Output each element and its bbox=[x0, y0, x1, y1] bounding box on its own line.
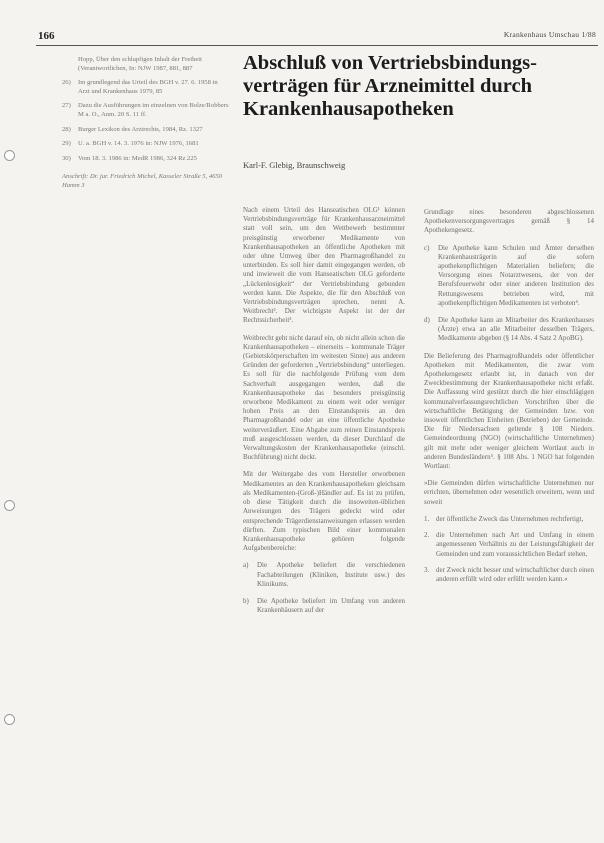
footnote: Hopp, Über den schlupfigen Inhalt der Freiheit (Verantwortlichen, In: NJW 1987, 881, 887 bbox=[78, 56, 202, 72]
list-item: 3. der Zweck nicht besser und wirtschaftlicher durch einen anderen erfüllt wird oder erfüllt werden kann.« bbox=[424, 565, 594, 583]
list-item: 2. die Unternehmen nach Art und Umfang in einem angemessenen Verhältnis zu der Leistungsfähigkeit der Gemeinden und zum voraussichtlichen Bedarf stehen, bbox=[424, 531, 594, 558]
footnotes bbox=[62, 56, 230, 191]
binder-hole bbox=[4, 500, 15, 511]
footnote: 29) U. a. BGH v. 14. 3. 1976 in: NJW 1976, 1681 bbox=[62, 140, 199, 148]
list-item: d) Die Apotheke kann an Mitarbeiter des Krankenhauses (Ärzte) etwa an alle Mitarbeiter desselben Trägers, Medikamente abgeben (§ 14 Abs. 4 Satz 2 ApoBG). bbox=[424, 316, 594, 343]
body-paragraph: Die Belieferung des Pharmagroßhandels oder öffentlicher Apotheken mit Medikamenten, die zwar vom Apothekengesetz erlaubt ist, in danach von der Zweckbestimmung der Krankenhausapotheke nicht erfaßt. Die Auffassung wird gestützt durch die hier einschlägigen kommunalverfassungsrechtlichen Vorschriften über die wirtschaftliche Betätigung der Gemeinden bzw. von insoweit öffentlichen Einheiten (Betrieben) der Gemeinde. Die für Niedersachsen geltende § 108 Nieders. Gemeindeordnung (NGO) (wirtschaftliche Unternehmen) gilt mit mehr oder weniger gleichem Wortlaut auch in anderen Bundesländern⁵. § 108 Abs. 1 NGO hat folgenden Wortlaut: bbox=[424, 351, 594, 471]
list-item: 1. der öffentliche Zweck das Unternehmen rechtfertigt, bbox=[424, 514, 584, 523]
footnote: 28) Burger Lexikon des Arztrechts, 1984, Rz. 1327 bbox=[62, 125, 203, 133]
body-paragraph: Mit der Weitergabe des vom Hersteller erworbenen Medikamentes an den Krankenhausapotheken gleichsam als Medikamenten-(Groß-)Händler auf. Es ist zu prüfen, ob diese Tätigkeit durch die insoweiten-üblichen Anweisungen des Trägers gedeckt wird oder entsprechende Trägerdienstanweisungen erlassen werden dürften. Zum typischen Bild einer kommunalen Krankenhausapotheke gehören folgende Aufgabenbereiche: bbox=[243, 470, 405, 553]
footnote: 27) Dazu die Ausführungen im einzelnen von Bolze/Robbers M a. O., Anm. 20 S. 11 ff. bbox=[62, 102, 229, 118]
body-paragraph: Grundlage eines besonderen abgeschlossenen Apothekenversorgungsvertrages gemäß § 14 Apothekengesetz. bbox=[424, 208, 594, 235]
page-number: 166 bbox=[38, 30, 55, 42]
list-item: c) Die Apotheke kann Schulen und Ämter derselben Krankenhausträgerin auf die sofern apothekenpflichtigen Materialien beliefern; die Versorgung eines Notarztwesens, der von der Berufsfeuerwehr oder einer anderen Institution des Rettungswesens betrieben wird, mit apothekenpflichtigen Medikamenten ist verboten⁴. bbox=[424, 243, 594, 307]
body-paragraph: Weitbrecht geht nicht darauf ein, ob nicht allein schon die Krankenhausapotheken – einerseits – kommunale Träger (Gebietskörperschaften im weitesten Sinne) aus anderen Gründen der geforderten „Vertriebsbindung“ unterliegen. Es soll für die nachfolgende Prüfung vom dem Sachverhalt ausgegangen werden, daß die Krankenhausapotheke das besonders preisgünstig erworbene Medikament zu einem weit oder weniger hohen Preis an den Einstandspreis an den Pharmagroßhandel oder an eine öffentliche Apotheke weiterveräußert. Eine Abgabe zum reinen Einstandspreis muß ausgeschlossen werden, da dieser Durchlauf die Verwaltungskosten der Krankenhausapotheke (einschl. Buchführung) nicht deckt. bbox=[243, 333, 405, 462]
running-head: Krankenhaus Umschau 1/88 bbox=[503, 30, 596, 39]
body-column-middle bbox=[243, 206, 405, 623]
footnote: 30) Vom 18. 3. 1986 in: MedR 1986, 324 Rz 225 bbox=[62, 154, 197, 162]
numbered-list bbox=[424, 515, 594, 584]
binder-hole bbox=[4, 150, 15, 161]
header-rule bbox=[36, 45, 598, 46]
footnote: 26) Im grundlegend das Urteil des BGH v. 27. 6. 1958 in Arzt und Krankenhaus 1979, 85 bbox=[62, 79, 218, 95]
body-paragraph: Nach einem Urteil des Hanseatischen OLG¹ können Vertriebsbindungsverträge für Krankenhausarzneimittel statt voll sein, um den Wettbewerb bestimmter preisgünstig erworbener Medikamente von Krankenhausapotheken an öffentliche Apotheken mit oder ohne Umweg über den Pharmagroßhandel zu unterbinden. Es soll hier damit eingegangen werden, ob und inwieweit die vom Hanseatischen OLG geforderte „Lückenlosigkeit“ der Vertriebsbindung gebunden werden kann. Die Aspekte, die für den Abschluß von Vertriebsbindungsverträgen sprechen, nennt A. Weitbrecht². Der wichtigste Aspekt ist der der Rechtssicherheit³. bbox=[243, 206, 405, 325]
binder-hole bbox=[4, 714, 15, 725]
list-item: b) Die Apotheke beliefert im Umfang von anderen Krankenhäusern auf der bbox=[243, 596, 405, 615]
list-item: a) Die Apotheke beliefert die verschiedenen Fachabteilungen (Kliniken, Institute usw.) des Klinikums. bbox=[243, 561, 405, 588]
author-address: Anschrift: Dr. jur. Friedrich Michel, Kasseler Straße 5, 4650 Hamm 3 bbox=[62, 173, 223, 189]
article-author: Karl-F. Glebig, Braunschweig bbox=[243, 160, 346, 170]
article-title: Abschluß von Vertriebsbindungs-verträgen für Arzneimittel durch Krankenhausapotheken bbox=[243, 52, 537, 120]
law-quote: »Die Gemeinden dürfen wirtschaftliche Unternehmen nur errichten, übernehmen oder wesentlich erweitern, wenn und soweit bbox=[424, 479, 594, 506]
body-column-right bbox=[424, 208, 594, 591]
